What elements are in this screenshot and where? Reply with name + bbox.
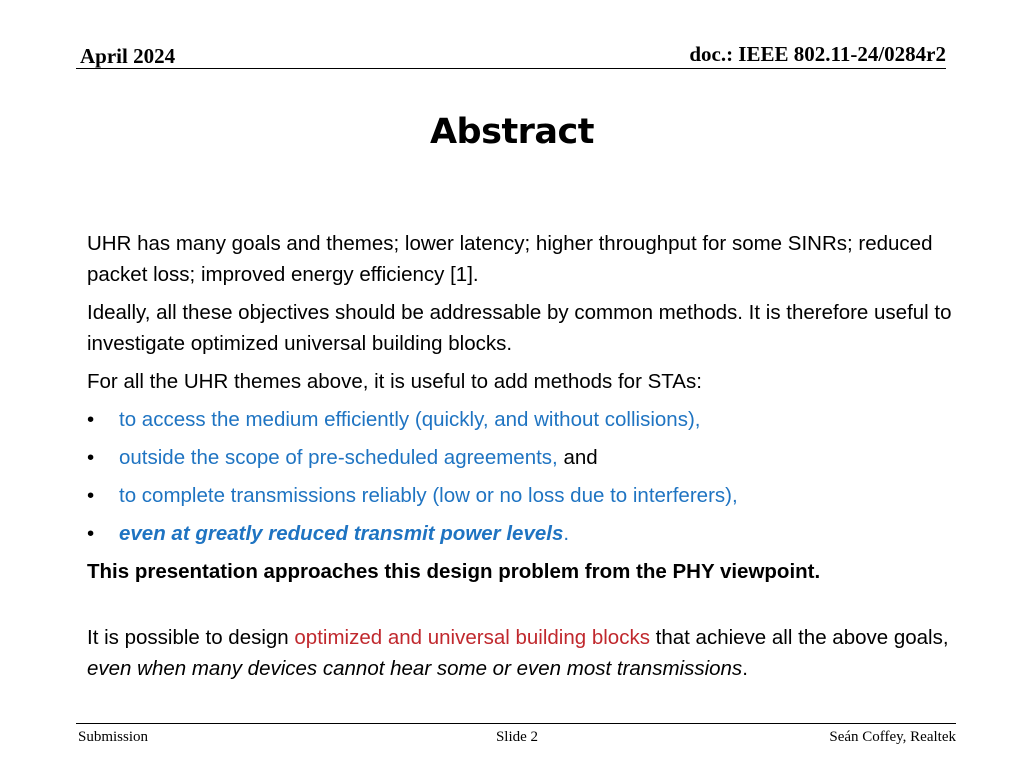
header-date: April 2024 [80, 44, 176, 68]
list-item-text: even at greatly reduced transmit power levels [119, 522, 564, 545]
list-item [87, 518, 967, 549]
header-divider [76, 68, 946, 69]
bullet-marker: • [87, 522, 95, 545]
header-doc-id: doc.: IEEE 802.11-24/0284r2 [689, 42, 946, 66]
footer-slide-number: Slide 2 [495, 729, 539, 745]
conclusion-emphasis: even when many devices cannot hear some or even most transmissions [87, 657, 743, 680]
list-item-suffix: . [563, 522, 570, 545]
list-item [87, 480, 967, 511]
paragraph-conclusion [87, 622, 967, 684]
conclusion-end: . [742, 657, 748, 680]
footer-divider [76, 723, 956, 724]
slide-body [87, 228, 967, 691]
bold-statement: This presentation approaches this design problem from the PHY viewpoint. [87, 560, 821, 583]
paragraph-methods-intro: For all the UHR themes above, it is useful to add methods for STAs: [87, 370, 702, 393]
paragraph-goals: UHR has many goals and themes; lower latency; higher throughput for some SINRs; reduced packet loss; improved energy efficiency [1]. [87, 232, 933, 286]
list-item-text: to access the medium efficiently (quickly, and without collisions), [119, 408, 701, 431]
conclusion-middle: that achieve all the above goals, [649, 626, 949, 649]
methods-list [87, 404, 967, 549]
bullet-marker: • [87, 446, 95, 469]
conclusion-prefix: It is possible to design [87, 626, 295, 649]
bullet-marker: • [87, 484, 95, 507]
conclusion-highlight: optimized and universal building blocks [294, 626, 650, 649]
footer-submission: Submission [78, 729, 149, 745]
list-item-suffix: and [557, 446, 598, 469]
paragraph-objectives: Ideally, all these objectives should be addressable by common methods. It is therefore useful to investigate optimized universal building blocks. [87, 301, 952, 355]
list-item [87, 404, 967, 435]
list-item [87, 442, 967, 473]
list-item-text: to complete transmissions reliably (low or no loss due to interferers), [119, 484, 738, 507]
bullet-marker: • [87, 408, 95, 431]
slide-title: Abstract [429, 112, 595, 152]
footer-author: Seán Coffey, Realtek [829, 729, 956, 745]
spacer [87, 594, 967, 622]
list-item-text: outside the scope of pre-scheduled agreements, [119, 446, 558, 469]
